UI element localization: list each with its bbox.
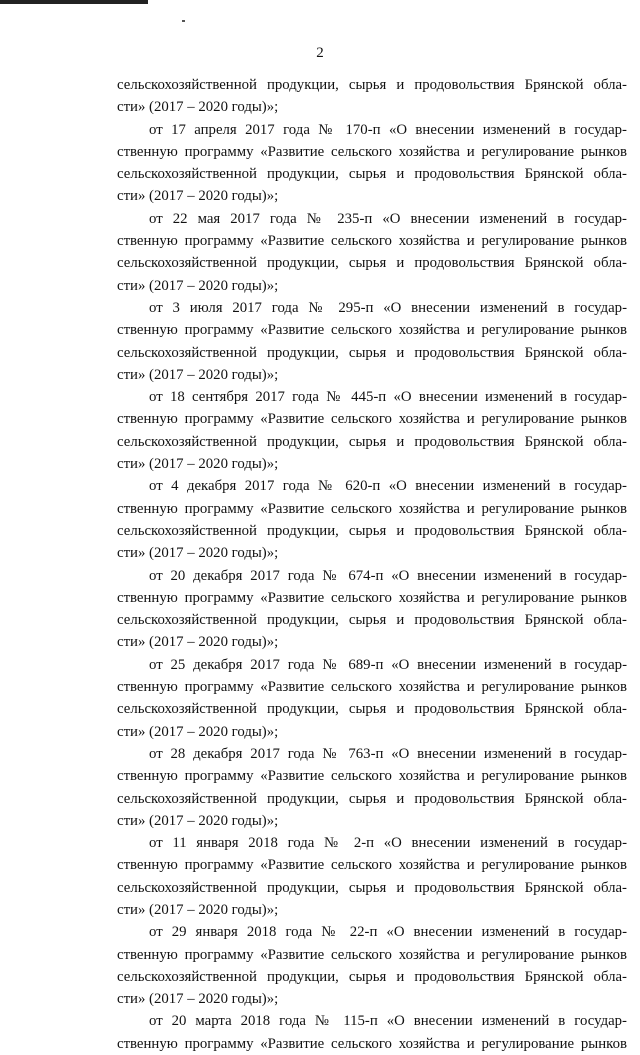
- text-line: от 20 марта 2018 года № 115-п «О внесении изменений в государ-: [149, 1013, 627, 1030]
- text-line: сельскохозяйственной продукции, сырья и продовольствия Брянской обла-: [117, 968, 627, 985]
- text-line: от 20 декабря 2017 года № 674-п «О внесении изменений в государ-: [149, 567, 627, 584]
- text-line: сельскохозяйственной продукции, сырья и продовольствия Брянской обла-: [117, 612, 627, 629]
- text-line: сельскохозяйственной продукции, сырья и продовольствия Брянской обла-: [117, 255, 627, 272]
- text-line: сти» (2017 – 2020 годы)»;: [117, 812, 279, 829]
- text-line: сти» (2017 – 2020 годы)»;: [117, 991, 279, 1008]
- scan-speck: [182, 20, 185, 22]
- text-line: сти» (2017 – 2020 годы)»;: [117, 901, 279, 918]
- text-line: сти» (2017 – 2020 годы)»;: [117, 188, 279, 205]
- text-line: сельскохозяйственной продукции, сырья и продовольствия Брянской обла-: [117, 433, 627, 450]
- text-line: сельскохозяйственной продукции, сырья и продовольствия Брянской обла-: [117, 879, 627, 896]
- text-line: ственную программу «Развитие сельского хозяйства и регулирование рынков: [117, 322, 627, 339]
- text-line: ственную программу «Развитие сельского хозяйства и регулирование рынков: [117, 233, 627, 250]
- text-line: сельскохозяйственной продукции, сырья и продовольствия Брянской обла-: [117, 77, 627, 93]
- page-number: 2: [316, 45, 324, 61]
- text-line: от 22 мая 2017 года № 235-п «О внесении изменений в государ-: [149, 210, 627, 227]
- text-line: ственную программу «Развитие сельского хозяйства и регулирование рынков: [117, 143, 627, 160]
- text-line: сельскохозяйственной продукции, сырья и продовольствия Брянской обла-: [117, 701, 627, 718]
- text-line: ственную программу «Развитие сельского хозяйства и регулирование рынков: [117, 946, 627, 963]
- text-line: от 11 января 2018 года № 2-п «О внесении изменений в государ-: [149, 835, 627, 852]
- text-line: ственную программу «Развитие сельского хозяйства и регулирование рынков: [117, 857, 627, 874]
- text-line: от 28 декабря 2017 года № 763-п «О внесении изменений в государ-: [149, 745, 627, 762]
- text-line: ственную программу «Развитие сельского хозяйства и регулирование рынков: [117, 500, 627, 517]
- text-line: ственную программу «Развитие сельского хозяйства и регулирование рынков: [117, 679, 627, 696]
- text-line: от 25 декабря 2017 года № 689-п «О внесении изменений в государ-: [149, 656, 627, 673]
- text-line: сти» (2017 – 2020 годы)»;: [117, 366, 279, 383]
- text-line: сельскохозяйственной продукции, сырья и продовольствия Брянской обла-: [117, 790, 627, 807]
- text-line: от 17 апреля 2017 года № 170-п «О внесении изменений в государ-: [149, 121, 627, 138]
- document-body: [117, 74, 627, 1055]
- text-line: ственную программу «Развитие сельского хозяйства и регулирование рынков: [117, 589, 627, 606]
- text-line: от 4 декабря 2017 года № 620-п «О внесении изменений в государ-: [149, 478, 627, 495]
- text-line: ственную программу «Развитие сельского хозяйства и регулирование рынков: [117, 768, 627, 785]
- text-line: сельскохозяйственной продукции, сырья и продовольствия Брянской обла-: [117, 344, 627, 361]
- text-line: сельскохозяйственной продукции, сырья и продовольствия Брянской обла-: [117, 522, 627, 539]
- text-line: ственную программу «Развитие сельского хозяйства и регулирование рынков: [117, 411, 627, 428]
- text-line: сти» (2017 – 2020 годы)»;: [117, 99, 279, 116]
- text-line: сти» (2017 – 2020 годы)»;: [117, 634, 279, 651]
- top-border-line: [0, 0, 148, 4]
- text-line: от 29 января 2018 года № 22-п «О внесении изменений в государ-: [149, 924, 627, 941]
- text-line: от 18 сентября 2017 года № 445-п «О внесении изменений в государ-: [149, 389, 627, 406]
- text-line: сти» (2017 – 2020 годы)»;: [117, 277, 279, 294]
- text-line: сти» (2017 – 2020 годы)»;: [117, 723, 279, 740]
- text-line: от 3 июля 2017 года № 295-п «О внесении изменений в государ-: [149, 299, 627, 316]
- text-line: сти» (2017 – 2020 годы)»;: [117, 545, 279, 562]
- text-line: ственную программу «Развитие сельского хозяйства и регулирование рынков: [117, 1035, 627, 1052]
- text-line: сти» (2017 – 2020 годы)»;: [117, 456, 279, 473]
- text-line: сельскохозяйственной продукции, сырья и продовольствия Брянской обла-: [117, 166, 627, 183]
